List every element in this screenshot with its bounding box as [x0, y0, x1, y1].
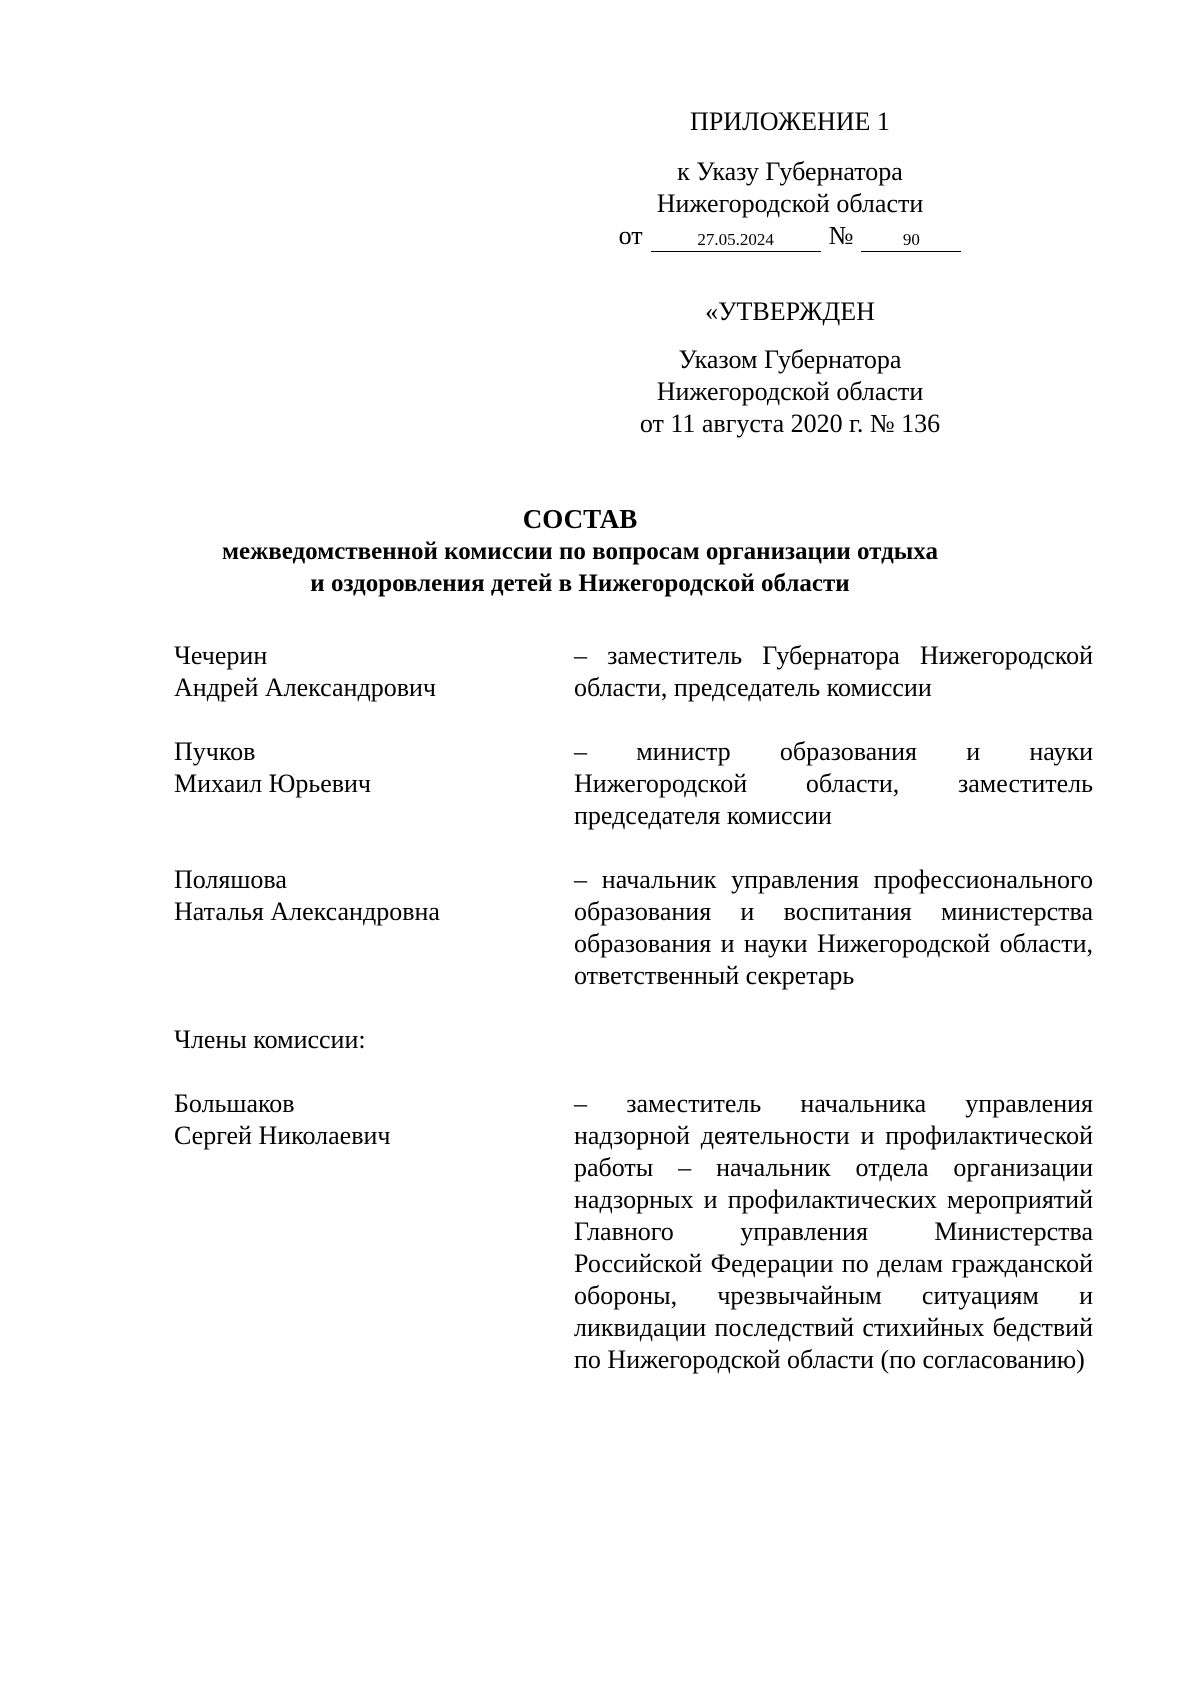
approved-block — [560, 296, 1020, 440]
appendix-to-line2: Нижегородской области — [656, 189, 924, 218]
appendix-to-line1: к Указу Губернатора — [677, 157, 903, 186]
number-label: № — [828, 221, 854, 250]
member-name: Поляшова Наталья Александровна — [174, 865, 440, 926]
document-title — [140, 502, 1020, 600]
member-role: – министр образования и науки Нижегородской области, заместитель председателя комиссии — [574, 737, 1093, 830]
member-list — [174, 640, 1094, 1408]
approved-label: «УТВЕРЖДЕН — [705, 297, 875, 326]
member-name: Большаков Сергей Николаевич — [174, 1089, 391, 1150]
approved-line1: Указом Губернатора — [678, 345, 902, 374]
member-row — [174, 736, 1094, 832]
title-sub1: межведомственной комиссии по вопросам организации отдыха — [222, 538, 938, 565]
member-role: – начальник управления профессионального образования и воспитания министерства образования и науки Нижегородской области, ответственный секретарь — [574, 865, 1093, 990]
member-row — [174, 1088, 1094, 1376]
date-field: 27.05.2024 — [651, 229, 821, 252]
member-role: – заместитель Губернатора Нижегородской области, председатель комиссии — [574, 641, 1093, 702]
title-main: СОСТАВ — [522, 504, 638, 534]
from-label: от — [618, 221, 643, 250]
appendix-date-row — [560, 220, 1020, 252]
appendix-header — [560, 106, 1020, 252]
member-role: – заместитель начальника управления надзорной деятельности и профилактической работы – начальник отдела организации надзорных и профилактических мероприятий Главного управления Министерства Российской Федерации по делам гражданской обороны, чрезвычайным ситуациям и ликвидации последствий стихийных бедствий по Нижегородской области (по согласованию) — [574, 1089, 1093, 1374]
member-row — [174, 864, 1094, 992]
member-name: Пучков Михаил Юрьевич — [174, 737, 372, 798]
approved-line2: Нижегородской области — [656, 377, 924, 406]
number-field: 90 — [861, 229, 961, 252]
member-name: Чечерин Андрей Александрович — [174, 641, 436, 702]
member-row — [174, 640, 1094, 704]
appendix-title: ПРИЛОЖЕНИЕ 1 — [690, 107, 890, 136]
approved-line3: от 11 августа 2020 г. № 136 — [639, 409, 941, 438]
members-section-label: Члены комиссии: — [174, 1025, 366, 1054]
title-sub2: и оздоровления детей в Нижегородской области — [310, 570, 850, 597]
